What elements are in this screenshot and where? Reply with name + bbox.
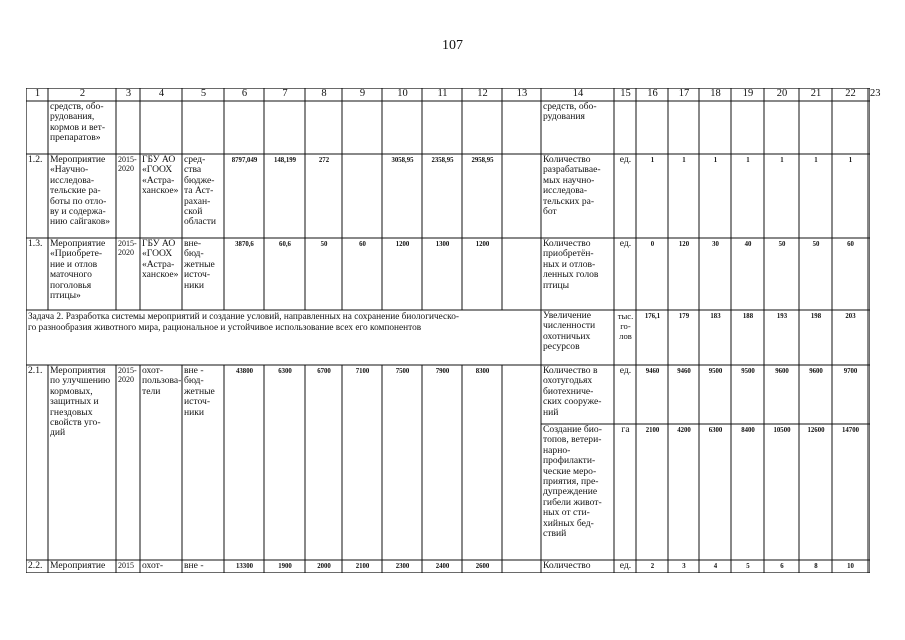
row-1-3-value-18: 30 xyxy=(712,241,719,248)
column-header-8: 8 xyxy=(321,89,327,99)
row-2-1-a-value-18: 9500 xyxy=(708,368,723,375)
row-1-2-finance-10: 3058,95 xyxy=(391,157,414,164)
row-1-1-indicator-cont: средств, обо- рудования xyxy=(543,102,597,123)
row-2-2-name: Мероприятие xyxy=(50,561,106,571)
row-2-2-value-21: 8 xyxy=(814,563,818,570)
column-header-4: 4 xyxy=(158,89,165,99)
row-2-1-a-indicator: Количество в охотугодьях биотехниче- ских сооруже- ний xyxy=(543,366,602,418)
task-2-value-17: 179 xyxy=(678,313,690,320)
column-header-9: 9 xyxy=(359,89,366,99)
row-2-1-finance-7: 6300 xyxy=(278,368,292,375)
row-1-2-name: Мероприятие «Научно- исследова- тельские ра- боты по отло- ву и содержа- нию сайгаков» xyxy=(50,155,111,228)
column-header-14: 14 xyxy=(572,89,584,99)
row-2-1-b-value-21: 12600 xyxy=(807,427,825,434)
row-2-1-executor: охот- пользова- тели xyxy=(142,366,181,397)
row-1-2-source: сред- ства бюдже- та Аст- рахан- ской области xyxy=(184,155,217,228)
task-2-value-21: 198 xyxy=(810,313,822,320)
row-2-2-source: вне - xyxy=(184,561,204,571)
column-header-18: 18 xyxy=(710,89,721,99)
row-2-1-b-value-18: 6300 xyxy=(708,427,723,434)
row-1-2-value-20: 1 xyxy=(780,157,784,164)
row-2-1-a-value-20: 9600 xyxy=(775,368,789,375)
row-2-1-a-unit: ед. xyxy=(619,366,632,376)
row-2-1-finance-11: 7900 xyxy=(435,368,450,375)
row-2-1-source: вне - бюд- жетные источ- ники xyxy=(184,366,215,418)
column-header-6: 6 xyxy=(241,89,248,99)
column-header-7: 7 xyxy=(282,89,288,99)
task-2-value-22: 203 xyxy=(845,313,856,320)
row-1-3-finance-10: 1200 xyxy=(395,241,410,248)
row-1-3-value-20: 50 xyxy=(778,241,786,248)
row-1-2-finance-7: 148,199 xyxy=(273,157,297,164)
column-header-15: 15 xyxy=(620,89,631,99)
row-1-2-term: 2015- 2020 xyxy=(118,155,137,173)
row-1-3-indicator: Количество приобретён- ных и отлов- ленных голов птицы xyxy=(543,239,599,291)
column-header-3: 3 xyxy=(125,89,132,99)
row-2-1-a-value-17: 9460 xyxy=(677,368,691,375)
page-number: 107 xyxy=(442,38,463,53)
row-2-2-executor: охот- xyxy=(142,561,164,571)
column-header-11: 11 xyxy=(437,89,448,99)
row-2-1-a-value-21: 9600 xyxy=(809,368,823,375)
row-2-2-indicator: Количество xyxy=(543,561,591,571)
row-1-2-no: 1.2. xyxy=(28,155,43,165)
row-2-1-finance-9: 7100 xyxy=(355,368,370,375)
row-2-1-b-value-20: 10500 xyxy=(773,427,791,434)
row-1-2-finance-11: 2358,95 xyxy=(431,157,454,164)
row-2-2-finance-8: 2000 xyxy=(317,563,331,570)
row-1-2-indicator: Количество разрабатывае- мых научно- исследова- тельских ра- бот xyxy=(543,155,601,218)
row-2-1-a-value-19: 9500 xyxy=(741,368,755,375)
row-2-1-finance-10: 7500 xyxy=(395,368,410,375)
row-1-3-finance-12: 1200 xyxy=(475,241,490,248)
row-1-2-value-22: 1 xyxy=(848,157,853,164)
row-1-3-no: 1.3. xyxy=(28,239,43,249)
column-header-21: 21 xyxy=(810,89,822,99)
row-2-2-finance-11: 2400 xyxy=(435,563,450,570)
column-header-22: 22 xyxy=(845,89,856,99)
task-2-indicator: Увеличение численности охотничьих ресурсов xyxy=(543,311,596,353)
row-1-3-value-22: 60 xyxy=(847,241,854,248)
row-1-3-source: вне- бюд- жетные источ- ники xyxy=(184,239,215,291)
row-1-1-name-cont: средств, обо- рудования, кормов и вет- препаратов» xyxy=(50,102,106,144)
row-1-3-executor: ГБУ АО «ГООХ «Астра- ханское» xyxy=(142,239,179,281)
column-header-2: 2 xyxy=(79,89,86,99)
row-2-2-term: 2015 xyxy=(118,561,134,570)
column-header-12: 12 xyxy=(477,89,488,99)
row-2-1-finance-12: 8300 xyxy=(475,368,490,375)
column-header-10: 10 xyxy=(397,89,408,99)
row-2-1-b-value-19: 8400 xyxy=(741,427,755,434)
program-table xyxy=(26,88,881,573)
row-1-3-finance-6: 3870,6 xyxy=(235,241,254,248)
row-2-1-finance-6: 43800 xyxy=(236,368,253,375)
column-header-23: 23 xyxy=(870,89,881,99)
column-header-17: 17 xyxy=(678,89,690,99)
row-2-1-b-value-22: 14700 xyxy=(842,427,859,434)
row-2-2-no: 2.2. xyxy=(28,561,43,571)
task-2-text: Задача 2. Разработка системы мероприятий и создание условий, направленных на сохранение биологическо- го разнообразия животного мира, рациональное и устойчивое использование всех его компонентов xyxy=(28,312,459,333)
row-1-2-value-16: 1 xyxy=(650,157,655,164)
row-1-3-value-19: 40 xyxy=(744,241,752,248)
row-1-3-finance-8: 50 xyxy=(320,241,328,248)
row-2-2-value-22: 10 xyxy=(847,563,854,570)
column-header-1: 1 xyxy=(34,89,41,99)
row-2-1-b-unit: га xyxy=(621,425,630,435)
task-2-value-19: 188 xyxy=(742,313,754,320)
row-2-2-finance-12: 2600 xyxy=(475,563,490,570)
column-header-20: 20 xyxy=(776,89,788,99)
row-1-3-finance-9: 60 xyxy=(359,241,366,248)
row-1-3-name: Мероприятие «Приобрете- ние и отлов маточного поголовья птицы» xyxy=(50,239,106,302)
row-2-2-unit: ед. xyxy=(619,561,632,571)
row-2-2-finance-7: 1900 xyxy=(278,563,292,570)
row-2-2-value-17: 3 xyxy=(682,563,686,570)
task-2-value-16: 176,1 xyxy=(644,313,661,320)
row-1-3-value-16: 0 xyxy=(650,241,655,248)
row-2-2-finance-6: 13300 xyxy=(236,563,253,570)
row-2-2-finance-9: 2100 xyxy=(355,563,370,570)
row-2-2-value-16: 2 xyxy=(650,563,655,570)
row-1-3-finance-11: 1300 xyxy=(435,241,450,248)
row-1-3-finance-7: 60,6 xyxy=(279,241,291,248)
row-2-1-b-value-16: 2100 xyxy=(645,427,660,434)
task-2-value-20: 193 xyxy=(776,313,788,320)
row-2-1-no: 2.1. xyxy=(28,366,43,376)
row-2-1-name: Мероприятия по улучшению кормовых, защитных и гнездовых свойств уго- дий xyxy=(50,366,111,439)
row-1-2-executor: ГБУ АО «ГООХ «Астра- ханское» xyxy=(142,155,179,197)
row-1-2-finance-8: 272 xyxy=(318,157,330,164)
row-2-1-b-value-17: 4200 xyxy=(677,427,691,434)
column-header-19: 19 xyxy=(742,89,754,99)
row-1-2-unit: ед. xyxy=(619,155,632,165)
row-1-3-value-21: 50 xyxy=(812,241,820,248)
column-header-5: 5 xyxy=(200,89,207,99)
row-1-2-finance-12: 2958,95 xyxy=(471,157,494,164)
row-2-1-a-value-16: 9460 xyxy=(645,368,660,375)
row-1-3-value-17: 120 xyxy=(678,241,690,248)
row-1-2-value-21: 1 xyxy=(814,157,818,164)
row-2-2-finance-10: 2300 xyxy=(395,563,410,570)
row-2-2-value-18: 4 xyxy=(713,563,718,570)
task-2-unit: тыс. го- лов xyxy=(617,311,634,341)
row-1-2-value-18: 1 xyxy=(713,157,718,164)
row-1-3-unit: ед. xyxy=(619,239,632,249)
row-2-1-a-value-22: 9700 xyxy=(843,368,858,375)
row-1-2-finance-6: 8797,049 xyxy=(231,157,258,164)
row-1-2-value-19: 1 xyxy=(746,157,750,164)
row-2-2-value-20: 6 xyxy=(780,563,784,570)
column-header-16: 16 xyxy=(647,89,658,99)
column-header-13: 13 xyxy=(516,89,528,99)
row-2-1-term: 2015- 2020 xyxy=(118,366,137,384)
row-1-2-value-17: 1 xyxy=(682,157,686,164)
row-2-1-finance-8: 6700 xyxy=(317,368,331,375)
row-2-2-value-19: 5 xyxy=(746,563,750,570)
row-1-3-term: 2015- 2020 xyxy=(118,239,137,257)
task-2-value-18: 183 xyxy=(710,313,721,320)
row-2-1-b-indicator: Создание био- топов, ветери- нарно- профилакти- ческие меро- приятия, пре- дупреждение гибели живот- ных от сти- хийных бед- ствий xyxy=(543,425,602,540)
